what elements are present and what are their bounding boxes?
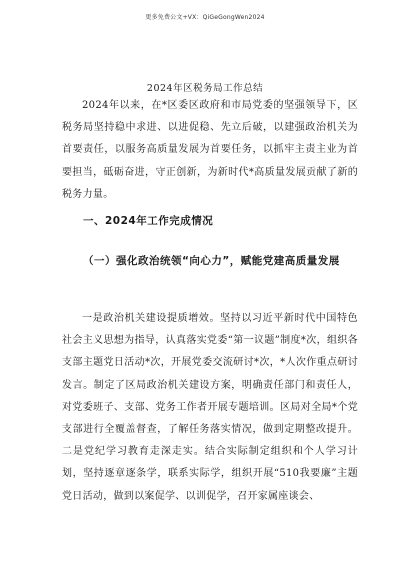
body-paragraph: 一是政治机关建设提质增效。坚持以习近平新时代中国特色社会主义思想为指导，认真落实党委“第一议题”制度*次，组织各支部主题党日活动*次，开展党委交流研讨*次，*人次作重点研讨发言。制定了区局政治机关建设方案，明确责任部门和责任人，对党委班子、支部、党务工作者开展专题培训。区局对全局*个党支部进行全覆盖督查，了解任务落实情况，做到定期整改提升。二是党纪学习教育走深走实。结合实际制定组织和个人学习计划，坚持逐章逐条学，联系实际学，组织开展“510我要廉”主题党日活动，做到以案促学、以训促学，召开家属座谈会、 xyxy=(62,313,358,502)
header-note: 更多免费公文+VX：QiGeGongWen2024 xyxy=(145,14,265,21)
subsection-heading: （一）强化政治统领“向心力”，赋能党建高质量发展 xyxy=(83,255,340,267)
intro-paragraph: 2024年以来，在*区委区政府和市局党委的坚强领导下，区税务局坚持稳中求进、以进促稳、先立后破，以建强政治机关为首要责任，以服务高质量发展为首要任务，以抓牢主责主业为首要担当，砥砺奋进，守正创新，为新时代*高质量发展贡献了新的税务力量。 xyxy=(62,100,358,200)
section-heading: 一、2024年工作完成情况 xyxy=(83,215,214,227)
document-title: 2024年区税务局工作总结 xyxy=(146,83,264,94)
